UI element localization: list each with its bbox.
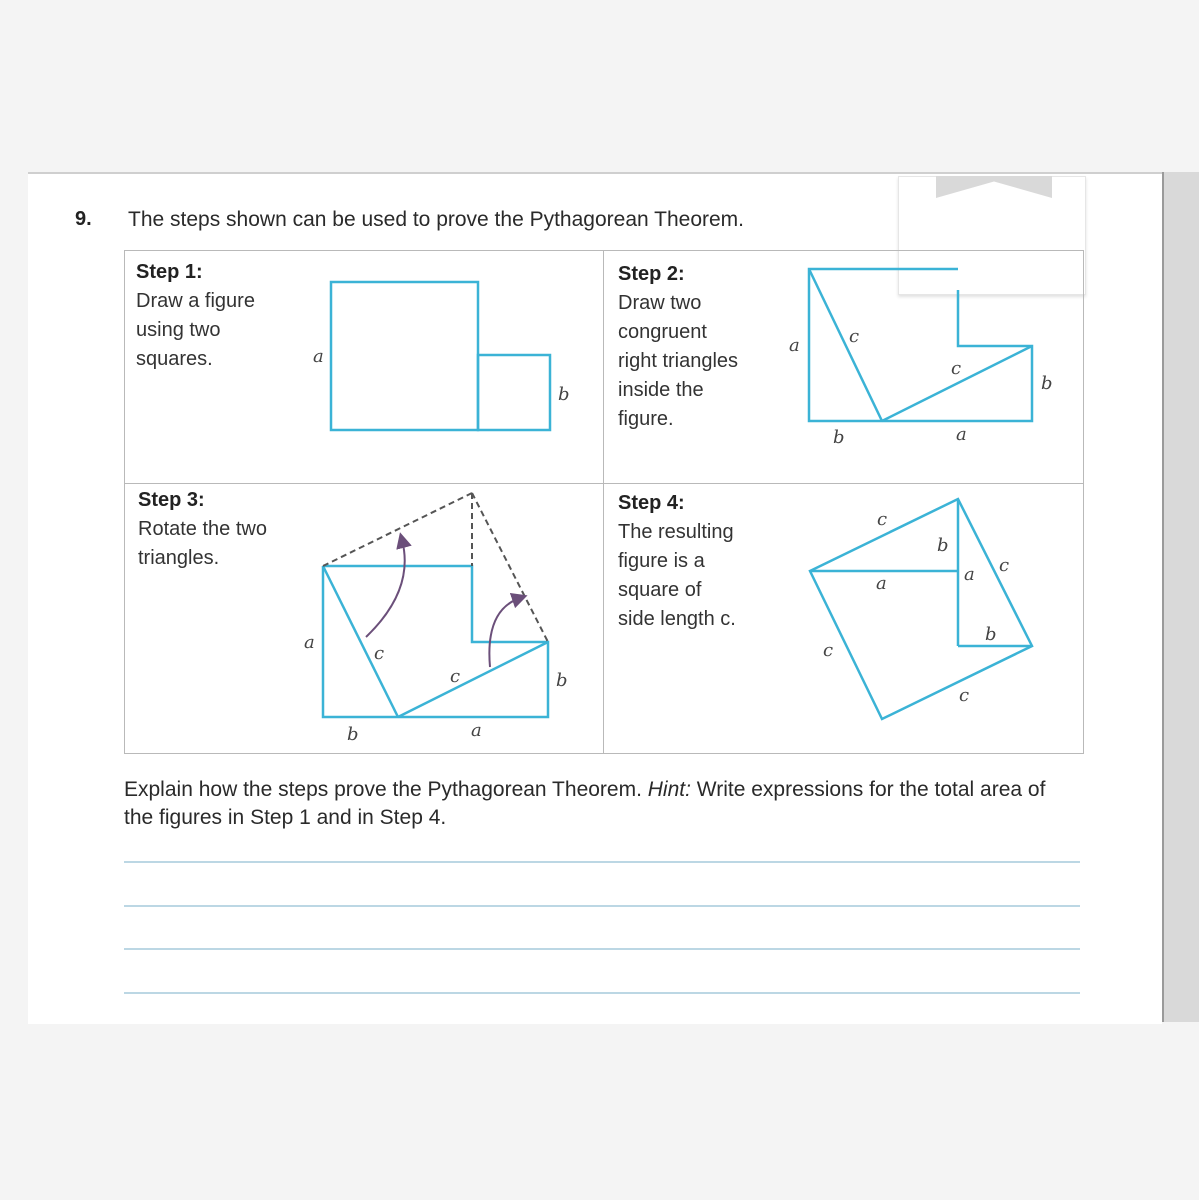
label-b: b — [1041, 373, 1053, 394]
answer-line[interactable] — [124, 905, 1080, 907]
triangle-right-hypotenuse — [398, 642, 548, 717]
large-square-a — [331, 282, 478, 430]
step-2-title: Step 2: — [618, 263, 685, 285]
answer-line[interactable] — [124, 861, 1080, 863]
step-2-line: right triangles — [618, 350, 739, 372]
step-2-line: inside the — [618, 379, 704, 401]
question-prompt: The steps shown can be used to prove the Pythagorean Theorem. — [128, 208, 744, 231]
step-1-line: squares. — [136, 348, 213, 370]
label-c: c — [849, 326, 860, 347]
step-2-line: congruent — [618, 321, 707, 343]
step-3-line: triangles. — [138, 547, 220, 569]
hint-label: Hint: — [647, 778, 691, 801]
label-b: b — [556, 670, 568, 691]
step-2-line: figure. — [618, 408, 674, 430]
label-a: a — [789, 335, 800, 356]
step-1-line: using two — [136, 319, 221, 341]
label-a: a — [956, 424, 967, 445]
step-4-title: Step 4: — [618, 492, 685, 514]
step-1-title: Step 1: — [136, 261, 203, 283]
label-b: b — [937, 535, 949, 556]
step-1-line: Draw a figure — [136, 290, 255, 312]
label-b: b — [833, 427, 845, 448]
explain-hint-text: Write expressions for the total area of the figures in Step 1 and in Step 4. — [124, 778, 1046, 829]
label-a: a — [304, 632, 315, 653]
small-square-b — [478, 355, 550, 430]
label-a: a — [876, 573, 887, 594]
composite-outline — [809, 269, 1032, 421]
step-4-line: square of — [618, 579, 702, 601]
label-c: c — [951, 358, 962, 379]
step-3-figure — [323, 493, 548, 717]
step-2-line: Draw two — [618, 292, 702, 314]
label-a: a — [964, 564, 975, 585]
label-c: c — [999, 555, 1010, 576]
label-a: a — [313, 346, 324, 367]
step-4-line: The resulting — [618, 521, 734, 543]
step-3-title: Step 3: — [138, 489, 205, 511]
label-c: c — [959, 685, 970, 706]
label-b: b — [985, 624, 997, 645]
step-1-figure — [331, 282, 550, 430]
label-c: c — [823, 640, 834, 661]
label-b: b — [558, 384, 570, 405]
rotate-arrow-icon — [366, 540, 405, 637]
rotated-edge-dashed — [323, 493, 472, 566]
step-4-line: side length c. — [618, 608, 736, 630]
composite-outline — [323, 566, 548, 717]
triangle-left-hypotenuse — [323, 566, 398, 717]
label-a: a — [471, 720, 482, 741]
step-4-line: figure is a — [618, 550, 705, 572]
step-4-figure — [810, 499, 1032, 719]
label-b: b — [347, 724, 359, 745]
label-c: c — [374, 643, 385, 664]
answer-line[interactable] — [124, 992, 1080, 994]
hypotenuse-left — [809, 269, 882, 421]
square-side-c — [810, 499, 1032, 719]
step-2-figure — [809, 269, 1032, 421]
label-c: c — [877, 509, 888, 530]
label-c: c — [450, 666, 461, 687]
rotate-arrow-icon — [489, 598, 520, 667]
explain-prompt — [124, 776, 1064, 832]
rotated-edge-dashed — [472, 493, 548, 642]
explain-text: Explain how the steps prove the Pythagorean Theorem. — [124, 778, 648, 801]
answer-line[interactable] — [124, 948, 1080, 950]
step-3-line: Rotate the two — [138, 518, 267, 540]
question-number: 9. — [75, 208, 92, 230]
